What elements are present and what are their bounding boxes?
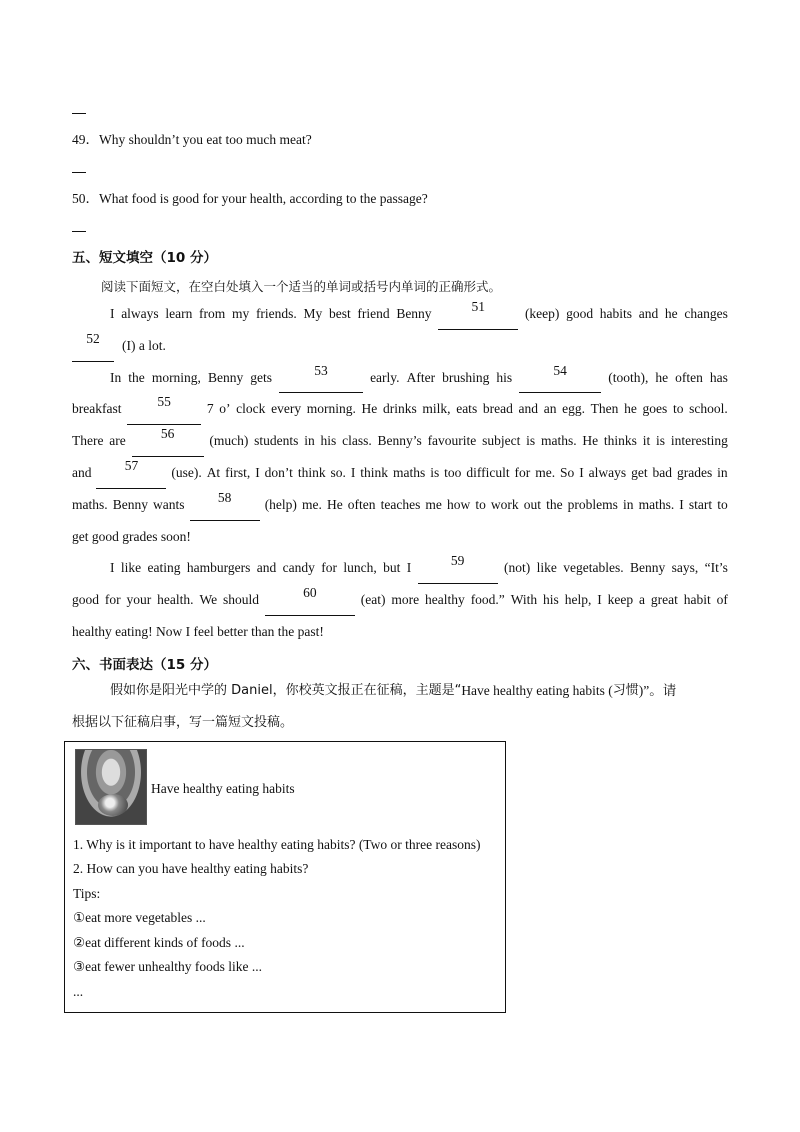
passage-word: says, <box>671 560 699 576</box>
passage-text: and <box>72 464 92 480</box>
passage-word: often <box>347 496 376 512</box>
passage-word: he <box>624 401 637 417</box>
task-topic: Have healthy eating habits ( <box>461 683 613 698</box>
passage-word: in <box>623 496 634 512</box>
blank-59[interactable]: 59 <box>418 552 498 584</box>
passage-word: maths. <box>540 433 577 449</box>
passage-word: and <box>256 560 277 576</box>
essay-task-line <box>72 675 728 707</box>
passage-word: (tooth), <box>608 369 649 385</box>
passage-word: to <box>475 496 486 512</box>
passage-word: is <box>656 433 666 449</box>
passage-word: maths <box>393 464 426 480</box>
passage-word: work <box>490 496 519 512</box>
passage-word: health. <box>157 592 194 608</box>
passage-word: egg. <box>562 401 585 417</box>
passage-word: a <box>638 592 645 608</box>
passage-word: students <box>254 433 299 449</box>
passage-word: vegetables. <box>563 560 624 576</box>
passage-word: After <box>406 369 436 385</box>
essay-task-line: 根据以下征稿启事，写一篇短文投稿。 <box>72 715 294 730</box>
passage-word: clock <box>236 401 266 417</box>
passage-word: like <box>120 560 142 576</box>
passage-word: interesting <box>670 433 728 449</box>
box-tip-2: ②eat different kinds of foods ... <box>73 935 245 950</box>
passage-word: is <box>430 464 440 480</box>
question-50: 50．What food is good for your health, according to the passage? <box>72 191 428 206</box>
passage-word: good <box>566 306 594 321</box>
passage-word: We <box>199 592 218 608</box>
passage-line <box>72 489 728 521</box>
box-tips-label: Tips: <box>73 886 101 901</box>
passage-word: healthy <box>425 592 465 608</box>
blank-55[interactable]: 55 <box>127 393 201 425</box>
passage-word: I <box>110 306 115 321</box>
passage-word: me. <box>535 464 556 480</box>
passage-word: I <box>679 496 684 512</box>
section-5-instruction: 阅读下面短文，在空白处填入一个适当的单词或括号内单词的正确形式。 <box>101 279 502 294</box>
answer-line-48 <box>72 113 86 114</box>
section-5-title: 五、短文填空（10 分） <box>72 250 217 266</box>
passage-word: best <box>328 306 351 321</box>
passage-text: breakfast <box>72 401 122 417</box>
passage-line <box>72 521 728 553</box>
passage-word: brushing <box>442 369 490 385</box>
passage-word: out <box>523 496 542 512</box>
question-49: 49．Why shouldn’t you eat too much meat? <box>72 132 312 147</box>
passage-word: he <box>655 369 669 385</box>
passage-word: In <box>110 369 122 385</box>
passage-word: from <box>199 306 226 321</box>
passage-line <box>72 616 728 648</box>
passage-word: milk, <box>422 401 451 417</box>
passage-word: to <box>672 401 684 417</box>
blank-56[interactable]: 56 <box>132 425 204 457</box>
passage-word: friend <box>357 306 390 321</box>
passage-word: subject <box>482 433 521 449</box>
passage-line <box>72 552 728 584</box>
passage-word: goes <box>642 401 668 417</box>
essay-prompt-box <box>64 741 506 1013</box>
passage-word: I <box>350 464 356 480</box>
passage-word: difficult <box>466 464 510 480</box>
passage-word: start <box>688 496 713 512</box>
passage-word: my <box>231 306 250 321</box>
passage-word: o’ <box>219 401 231 417</box>
passage-word: eating <box>147 560 181 576</box>
passage-word: morning. <box>306 401 356 417</box>
box-question-2: 2. How can you have healthy eating habits? <box>73 861 309 876</box>
passage-text: (I) a lot. <box>122 337 166 353</box>
passage-word: so. <box>330 464 346 480</box>
passage-word: 7 <box>206 401 214 417</box>
passage-word: are <box>109 433 126 449</box>
passage-word: eats <box>456 401 478 417</box>
task-text: )”。请 <box>638 683 677 698</box>
passage-word: With <box>510 592 538 608</box>
passage-word: but <box>383 560 401 576</box>
passage-word: the <box>128 369 145 385</box>
blank-53[interactable]: 53 <box>279 362 363 394</box>
food-bowl-icon <box>98 794 128 816</box>
passage-text: healthy eating! Now I feel better than the past! <box>72 623 324 639</box>
passage-line <box>72 425 728 457</box>
passage-word: hamburgers <box>186 560 251 576</box>
passage-word: Then <box>590 401 619 417</box>
passage-word: help, <box>564 592 592 608</box>
passage-word: your <box>126 592 152 608</box>
passage-text: get good grades soon! <box>72 528 191 544</box>
passage-word: an <box>543 401 557 417</box>
passage-word: teaches <box>380 496 421 512</box>
passage-word: He <box>582 433 599 449</box>
passage-word: good <box>72 592 99 608</box>
passage-word: gets <box>250 369 272 385</box>
passage-word: learn <box>165 306 193 321</box>
passage-word: early. <box>370 369 400 385</box>
passage-word: of <box>716 592 728 608</box>
passage-word: (help) <box>264 496 297 512</box>
passage-word: At <box>206 464 221 480</box>
passage-word: his <box>543 592 559 608</box>
passage-word: always <box>121 306 159 321</box>
passage-word: and <box>638 306 659 321</box>
passage-word: always <box>588 464 627 480</box>
passage-word: drinks <box>382 401 417 417</box>
passage-word: thinks <box>603 433 637 449</box>
passage-word: should <box>222 592 259 608</box>
passage-word: think <box>297 464 326 480</box>
blank-58[interactable]: 58 <box>190 489 260 521</box>
passage-word: (much) <box>209 433 249 449</box>
passage-word: class. <box>342 433 372 449</box>
passage-word: (not) <box>504 560 531 576</box>
blank-57[interactable]: 57 <box>96 457 166 489</box>
passage-word: me <box>425 496 442 512</box>
passage-word: me. <box>302 496 322 512</box>
passage-word: it <box>642 433 651 449</box>
passage-word: habits <box>599 306 633 321</box>
box-question-1: 1. Why is it important to have healthy eating habits? (Two or three reasons) <box>73 837 481 852</box>
passage-word: He <box>326 496 343 512</box>
essay-task <box>72 675 728 739</box>
passage-word: the <box>546 496 563 512</box>
passage-word: to <box>717 496 728 512</box>
passage-word: in <box>304 433 315 449</box>
passage-word: too <box>444 464 462 480</box>
task-text: 习惯 <box>612 683 639 698</box>
passage-word: his <box>320 433 337 449</box>
passage-word: candy <box>282 560 315 576</box>
passage-word: his <box>496 369 513 385</box>
passage-word: He <box>361 401 378 417</box>
passage-word: I <box>255 464 260 480</box>
passage-word: for <box>104 592 121 608</box>
passage-word: he <box>664 306 678 321</box>
blank-60[interactable]: 60 <box>265 584 355 616</box>
passage-word: maths. <box>638 496 675 512</box>
passage-line <box>72 298 728 330</box>
passage-word: wants <box>153 496 185 512</box>
box-tip-3: ③eat fewer unhealthy foods like ... <box>73 959 263 974</box>
box-ellipsis: ... <box>73 984 84 999</box>
passage-word: bad <box>652 464 673 480</box>
passage-word: for <box>321 560 337 576</box>
box-tip-1: ①eat more vegetables ... <box>73 910 206 925</box>
blank-52[interactable]: 52 <box>72 330 114 362</box>
passage-word: I <box>579 464 584 480</box>
passage-word: every <box>271 401 302 417</box>
passage-word: (eat) <box>360 592 386 608</box>
blank-54[interactable]: 54 <box>519 362 601 394</box>
passage-word: how <box>447 496 471 512</box>
passage-word: There <box>72 433 104 449</box>
passage-word: get <box>631 464 648 480</box>
passage-word: (keep) <box>524 306 560 321</box>
answer-line-49 <box>72 172 86 173</box>
passage-word: problems <box>567 496 618 512</box>
passage-line <box>72 362 728 394</box>
passage-word: has <box>709 369 728 385</box>
passage <box>72 298 728 648</box>
passage-word: don’t <box>264 464 293 480</box>
passage-word: keep <box>607 592 634 608</box>
passage-word: So <box>560 464 575 480</box>
passage-line <box>72 330 728 362</box>
box-title: Have healthy eating habits <box>151 781 295 796</box>
passage-word: great <box>650 592 678 608</box>
passage-word: school. <box>689 401 728 417</box>
passage-word: My <box>303 306 323 321</box>
section-6-title: 六、书面表达（15 分） <box>72 657 217 673</box>
blank-51[interactable]: 51 <box>438 298 518 330</box>
passage-word: and <box>518 401 539 417</box>
passage-word: I <box>406 560 412 576</box>
passage-word: in <box>717 464 728 480</box>
passage-word: “It’s <box>704 560 728 576</box>
passage-word: often <box>675 369 703 385</box>
passage-word: is <box>526 433 536 449</box>
passage-word: lunch, <box>343 560 377 576</box>
passage-word: Benny <box>396 306 432 321</box>
passage-word: Benny <box>207 369 244 385</box>
passage-line <box>72 457 728 489</box>
passage-word: more <box>391 592 420 608</box>
passage-word: food.” <box>470 592 505 608</box>
passage-word: changes <box>684 306 728 321</box>
passage-word: friends. <box>255 306 297 321</box>
passage-word: first, <box>225 464 251 480</box>
passage-word: (use). <box>171 464 202 480</box>
passage-word: maths. <box>72 496 108 512</box>
passage-word: Benny’s <box>377 433 422 449</box>
passage-word: I <box>110 560 115 576</box>
passage-word: habit <box>683 592 711 608</box>
passage-word: I <box>597 592 602 608</box>
passage-word: favourite <box>427 433 477 449</box>
passage-word: for <box>514 464 531 480</box>
passage-word: morning, <box>151 369 201 385</box>
passage-line <box>72 584 728 616</box>
passage-word: bread <box>482 401 513 417</box>
passage-word: think <box>360 464 389 480</box>
girl-with-food-photo <box>75 749 147 825</box>
passage-word: like <box>536 560 557 576</box>
answer-line-50 <box>72 231 86 232</box>
passage-line <box>72 393 728 425</box>
task-text: 假如你是阳光中学的 Daniel，你校英文报正在征稿，主题是“ <box>110 683 462 698</box>
passage-word: Benny <box>629 560 666 576</box>
passage-word: grades <box>676 464 713 480</box>
passage-word: Benny <box>112 496 148 512</box>
